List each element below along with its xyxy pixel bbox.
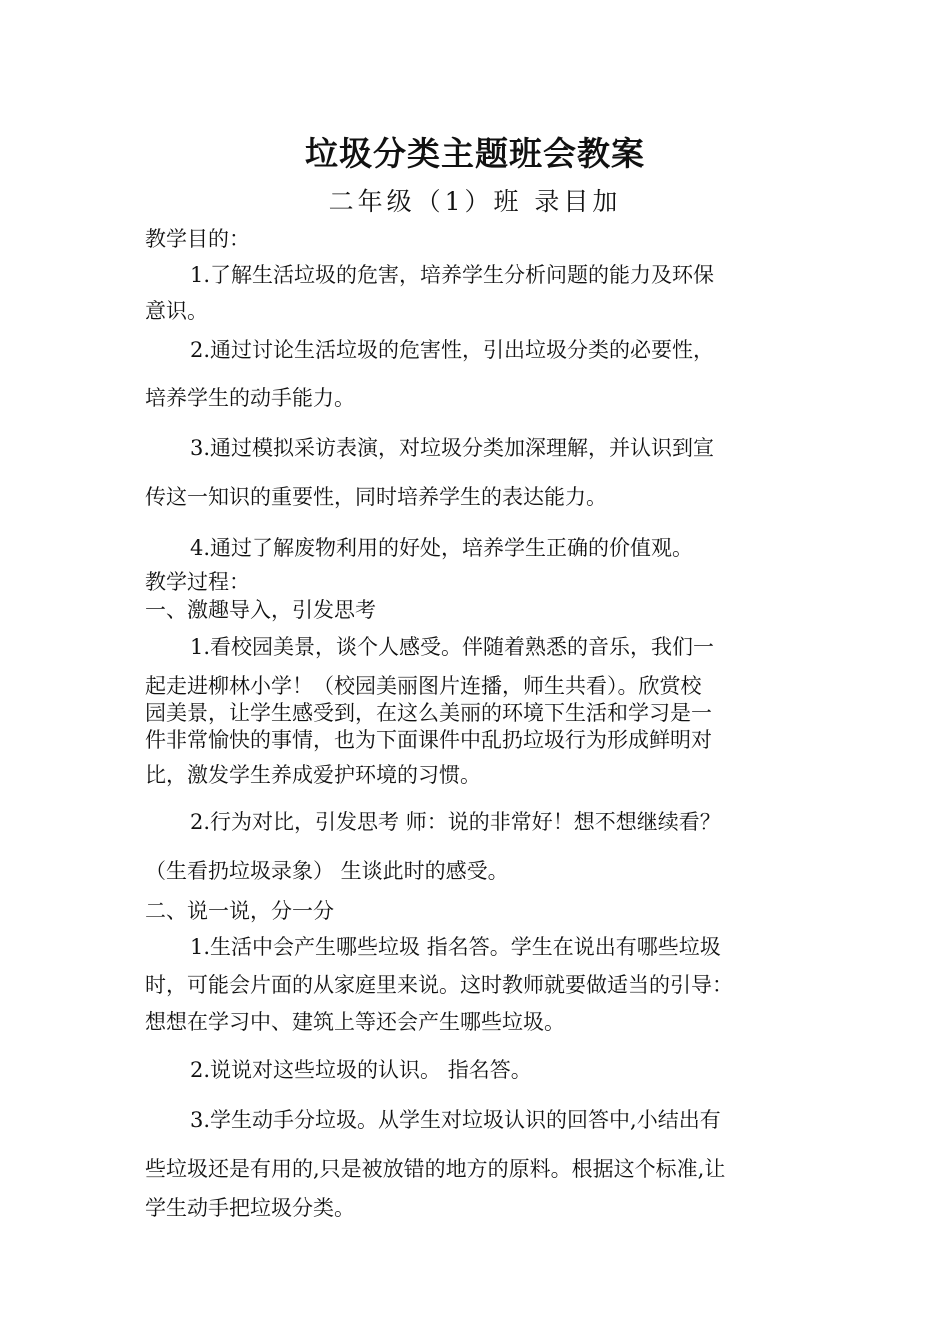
paragraph-line: 时，可能会片面的从家庭里来说。这时教师就要做适当的引导： <box>145 973 733 997</box>
paragraph-line: 传这一知识的重要性，同时培养学生的表达能力。 <box>145 485 607 509</box>
paragraph-line: 1.生活中会产生哪些垃圾 指名答。学生在说出有哪些垃圾 <box>190 935 721 959</box>
paragraph-line: （生看扔垃圾录象） 生谈此时的感受。 <box>145 859 509 883</box>
paragraph-line: 起走进柳林小学！（校园美丽图片连播，师生共看）。欣赏校 <box>145 674 702 698</box>
paragraph-line: 学生动手把垃圾分类。 <box>145 1196 355 1220</box>
paragraph-line: 想想在学习中、建筑上等还会产生哪些垃圾。 <box>145 1010 565 1034</box>
section-heading-process: 教学过程： <box>145 570 250 594</box>
paragraph-line: 3.通过模拟采访表演，对垃圾分类加深理解，并认识到宣 <box>190 436 715 460</box>
paragraph-line: 3.学生动手分垃圾。从学生对垃圾认识的回答中,小结出有 <box>190 1108 721 1132</box>
paragraph-line: 2.通过讨论生活垃圾的危害性，引出垃圾分类的必要性， <box>190 338 715 362</box>
document-subtitle: 二年级（1）班 录目加 <box>328 187 622 216</box>
document-title: 垃圾分类主题班会教案 <box>305 134 645 173</box>
paragraph-line: 培养学生的动手能力。 <box>145 386 355 410</box>
section-heading-part-two: 二、说一说，分一分 <box>145 899 334 923</box>
paragraph-line: 1.了解生活垃圾的危害，培养学生分析问题的能力及环保 <box>190 263 715 287</box>
paragraph-line: 比，激发学生养成爱护环境的习惯。 <box>145 763 481 787</box>
paragraph-line: 些垃圾还是有用的,只是被放错的地方的原料。根据这个标准,让 <box>145 1157 726 1181</box>
section-heading-part-one: 一、激趣导入，引发思考 <box>145 598 376 622</box>
paragraph-line: 园美景，让学生感受到，在这么美丽的环境下生活和学习是一 <box>145 701 712 725</box>
section-heading-objectives: 教学目的： <box>145 227 250 251</box>
paragraph-line: 2.说说对这些垃圾的认识。 指名答。 <box>190 1058 532 1082</box>
paragraph-line: 4.通过了解废物利用的好处，培养学生正确的价值观。 <box>190 536 694 560</box>
paragraph-line: 2.行为对比，引发思考 师：说的非常好！想不想继续看？ <box>190 810 721 834</box>
paragraph-line: 1.看校园美景，谈个人感受。伴随着熟悉的音乐，我们一 <box>190 635 715 659</box>
paragraph-line: 件非常愉快的事情，也为下面课件中乱扔垃圾行为形成鲜明对 <box>145 728 712 752</box>
paragraph-line: 意识。 <box>145 299 208 323</box>
